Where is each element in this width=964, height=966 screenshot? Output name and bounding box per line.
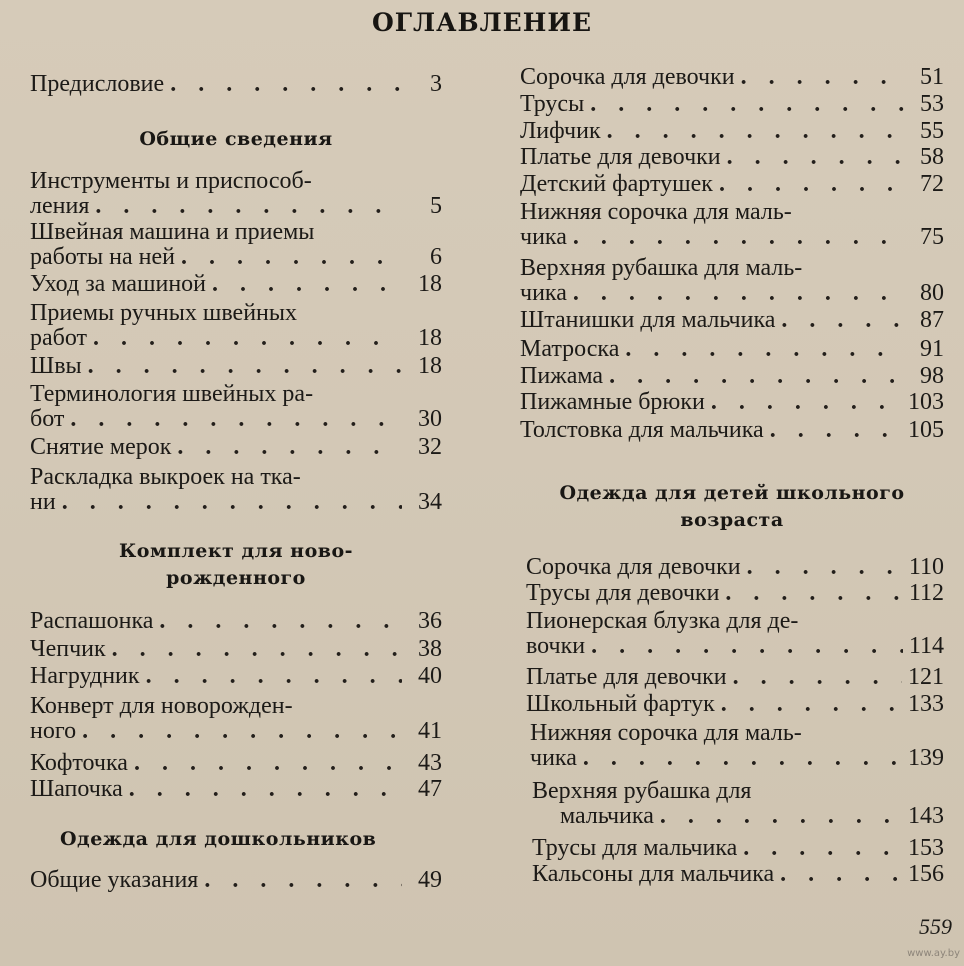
entry-page: 38 [418,636,442,662]
section-heading [520,480,944,534]
entry-page: 75 [920,224,944,250]
section-heading-line1: Комплект для ново- [118,540,353,562]
entry-label: Трусы для мальчика [532,835,738,861]
entry-label-line2: работы на ней [30,244,175,270]
entry-page: 18 [418,271,442,297]
entry-page: 47 [418,776,442,802]
entry-label: Толстовка для мальчика [520,417,764,443]
toc-entry [526,665,944,690]
entry-label: Распашонка [30,608,154,634]
entry-label: Сорочка для девочки [520,64,735,90]
entry-page: 98 [920,363,944,389]
toc-entry [30,465,442,515]
section-heading-line1: Одежда для детей школьного [559,482,905,504]
toc-entry [520,92,944,117]
entry-page: 139 [908,745,944,771]
leader-dots [70,407,402,432]
entry-page: 43 [418,750,442,776]
entry-label: Детский фартушек [520,171,713,197]
entry-page: 105 [908,417,944,443]
entry-page: 34 [418,489,442,515]
toc-entry [30,777,442,802]
leader-dots [181,245,402,270]
page-title: ОГЛАВЛЕНИЕ [371,8,593,37]
entry-page: 18 [418,325,442,351]
entry-label-line1: Приемы ручных швейных [30,300,297,326]
toc-entry [530,721,944,771]
toc-entry [520,172,944,197]
toc-entry [30,169,442,219]
entry-label: Кофточка [30,750,128,776]
toc-entry [520,364,944,389]
leader-dots [609,364,904,389]
toc-entry [30,868,442,893]
entry-page: 80 [920,280,944,306]
section-heading-line2: возраста [680,509,784,531]
leader-dots [134,751,402,776]
entry-label: Штанишки для мальчика [520,307,776,333]
entry-page: 110 [908,554,944,580]
leader-dots [741,65,904,90]
leader-dots [747,555,903,580]
entry-label: Сорочка для девочки [526,554,741,580]
entry-page: 49 [418,867,442,893]
toc-entry [526,609,944,659]
entry-page: 87 [920,307,944,333]
leader-dots [733,665,902,690]
entry-label: Трусы для девочки [526,580,720,606]
toc-entry [520,119,944,144]
entry-label-line1: Терминология швейных ра- [30,381,314,407]
entry-label-line1: Нижняя сорочка для маль- [520,199,792,225]
entry-page: 91 [920,336,944,362]
entry-label-line1: Швейная машина и приемы [30,219,315,245]
toc-entry [30,751,442,776]
entry-label-line1: Раскладка выкроек на тка- [30,464,301,490]
toc-entry [30,354,442,379]
entry-label: Чепчик [30,636,106,662]
entry-label-line1: Верхняя рубашка для маль- [520,255,803,281]
entry-label: Пижама [520,363,604,389]
entry-label: Лифчик [520,118,601,144]
leader-dots [146,664,402,689]
entry-page: 103 [908,389,944,415]
entry-page: 18 [418,353,442,379]
leader-dots [129,777,402,802]
entry-label-line2: бот [30,406,65,432]
entry-page: 3 [430,71,442,97]
leader-dots [719,172,904,197]
toc-entry [30,72,442,97]
entry-label-line2: чика [520,224,567,250]
entry-label-line2: чика [520,280,567,306]
entry-label: Снятие мерок [30,434,172,460]
leader-dots [780,862,902,887]
section-heading-line2: рожденного [166,567,306,589]
leader-dots [82,719,402,744]
leader-dots [95,194,402,219]
entry-page: 5 [430,193,442,219]
entry-page: 53 [920,91,944,117]
toc-entry [30,220,442,270]
toc-entry [526,555,944,580]
leader-dots [93,326,402,351]
leader-dots [170,72,402,97]
leader-dots [711,390,902,415]
entry-label-line2: ного [30,718,77,744]
entry-label-line1: Инструменты и приспособ- [30,168,312,194]
leader-dots [212,272,402,297]
entry-page: 30 [418,406,442,432]
toc-entry [520,200,944,250]
section-heading: Одежда для дошкольников [60,828,377,850]
leader-dots [204,868,402,893]
entry-label: Кальсоны для мальчика [532,861,775,887]
entry-label-line1: Верхняя рубашка для [532,778,752,804]
entry-label-line1: Пионерская блузка для де- [526,608,799,634]
entry-label-line1: Конверт для новорожден- [30,693,293,719]
entry-label: Швы [30,353,82,379]
toc-entry [30,637,442,662]
leader-dots [607,119,904,144]
entry-label: Пижамные брюки [520,389,705,415]
toc-entry [30,301,442,351]
toc-entry [526,581,944,606]
entry-label-line2: ни [30,489,56,515]
entry-page: 6 [430,244,442,270]
leader-dots [625,337,904,362]
entry-page: 121 [908,664,944,690]
leader-dots [62,490,402,515]
entry-page: 51 [920,64,944,90]
leader-dots [660,804,902,829]
leader-dots [177,435,402,460]
toc-entry [520,65,944,90]
toc-entry [520,145,944,170]
leader-dots [727,145,904,170]
toc-entry [532,779,944,829]
entry-page: 153 [908,835,944,861]
entry-page: 40 [418,663,442,689]
toc-entry [30,694,442,744]
entry-label: Нагрудник [30,663,140,689]
entry-page: 72 [920,171,944,197]
section-heading: Общие сведения [139,128,333,150]
leader-dots [743,836,902,861]
entry-page: 156 [908,861,944,887]
toc-entry [30,382,442,432]
leader-dots [590,92,904,117]
toc-entry [532,836,944,861]
entry-label: Матроска [520,336,620,362]
leader-dots [781,308,904,333]
entry-page: 55 [920,118,944,144]
leader-dots [770,418,902,443]
entry-page: 143 [908,803,944,829]
leader-dots [721,692,902,717]
toc-entry [532,862,944,887]
section-heading [30,538,442,592]
leader-dots [725,581,902,606]
entry-label: Уход за машиной [30,271,207,297]
leader-dots [573,281,904,306]
toc-entry [520,256,944,306]
toc-entry [520,390,944,415]
leader-dots [112,637,402,662]
toc-entry [30,609,442,634]
entry-label: Платье для девочки [526,664,727,690]
entry-label-line2: ления [30,193,90,219]
watermark: www.ay.by [907,948,960,959]
leader-dots [573,225,904,250]
entry-label: Предисловие [30,71,165,97]
leader-dots [583,746,902,771]
entry-label: Школьный фартук [526,691,715,717]
entry-page: 36 [418,608,442,634]
toc-entry [520,418,944,443]
page-number: 559 [919,914,952,939]
entry-page: 58 [920,144,944,170]
entry-page: 114 [908,633,944,659]
toc-entry [520,308,944,333]
toc-entry [30,272,442,297]
entry-page: 112 [908,580,944,606]
entry-label: Общие указания [30,867,199,893]
entry-label-line2: чика [530,745,577,771]
entry-page: 133 [908,691,944,717]
leader-dots [88,354,402,379]
toc-entry [520,337,944,362]
entry-label: Платье для девочки [520,144,721,170]
entry-label-line1: Нижняя сорочка для маль- [530,720,802,746]
leader-dots [591,634,903,659]
entry-page: 32 [418,434,442,460]
toc-entry [30,664,442,689]
entry-label-line2: вочки [526,633,586,659]
entry-label-line2: мальчика [560,803,654,829]
toc-entry [30,435,442,460]
entry-label: Шапочка [30,776,123,802]
toc-entry [526,692,944,717]
entry-label-line2: работ [30,325,88,351]
entry-label: Трусы [520,91,585,117]
entry-page: 41 [418,718,442,744]
leader-dots [159,609,402,634]
